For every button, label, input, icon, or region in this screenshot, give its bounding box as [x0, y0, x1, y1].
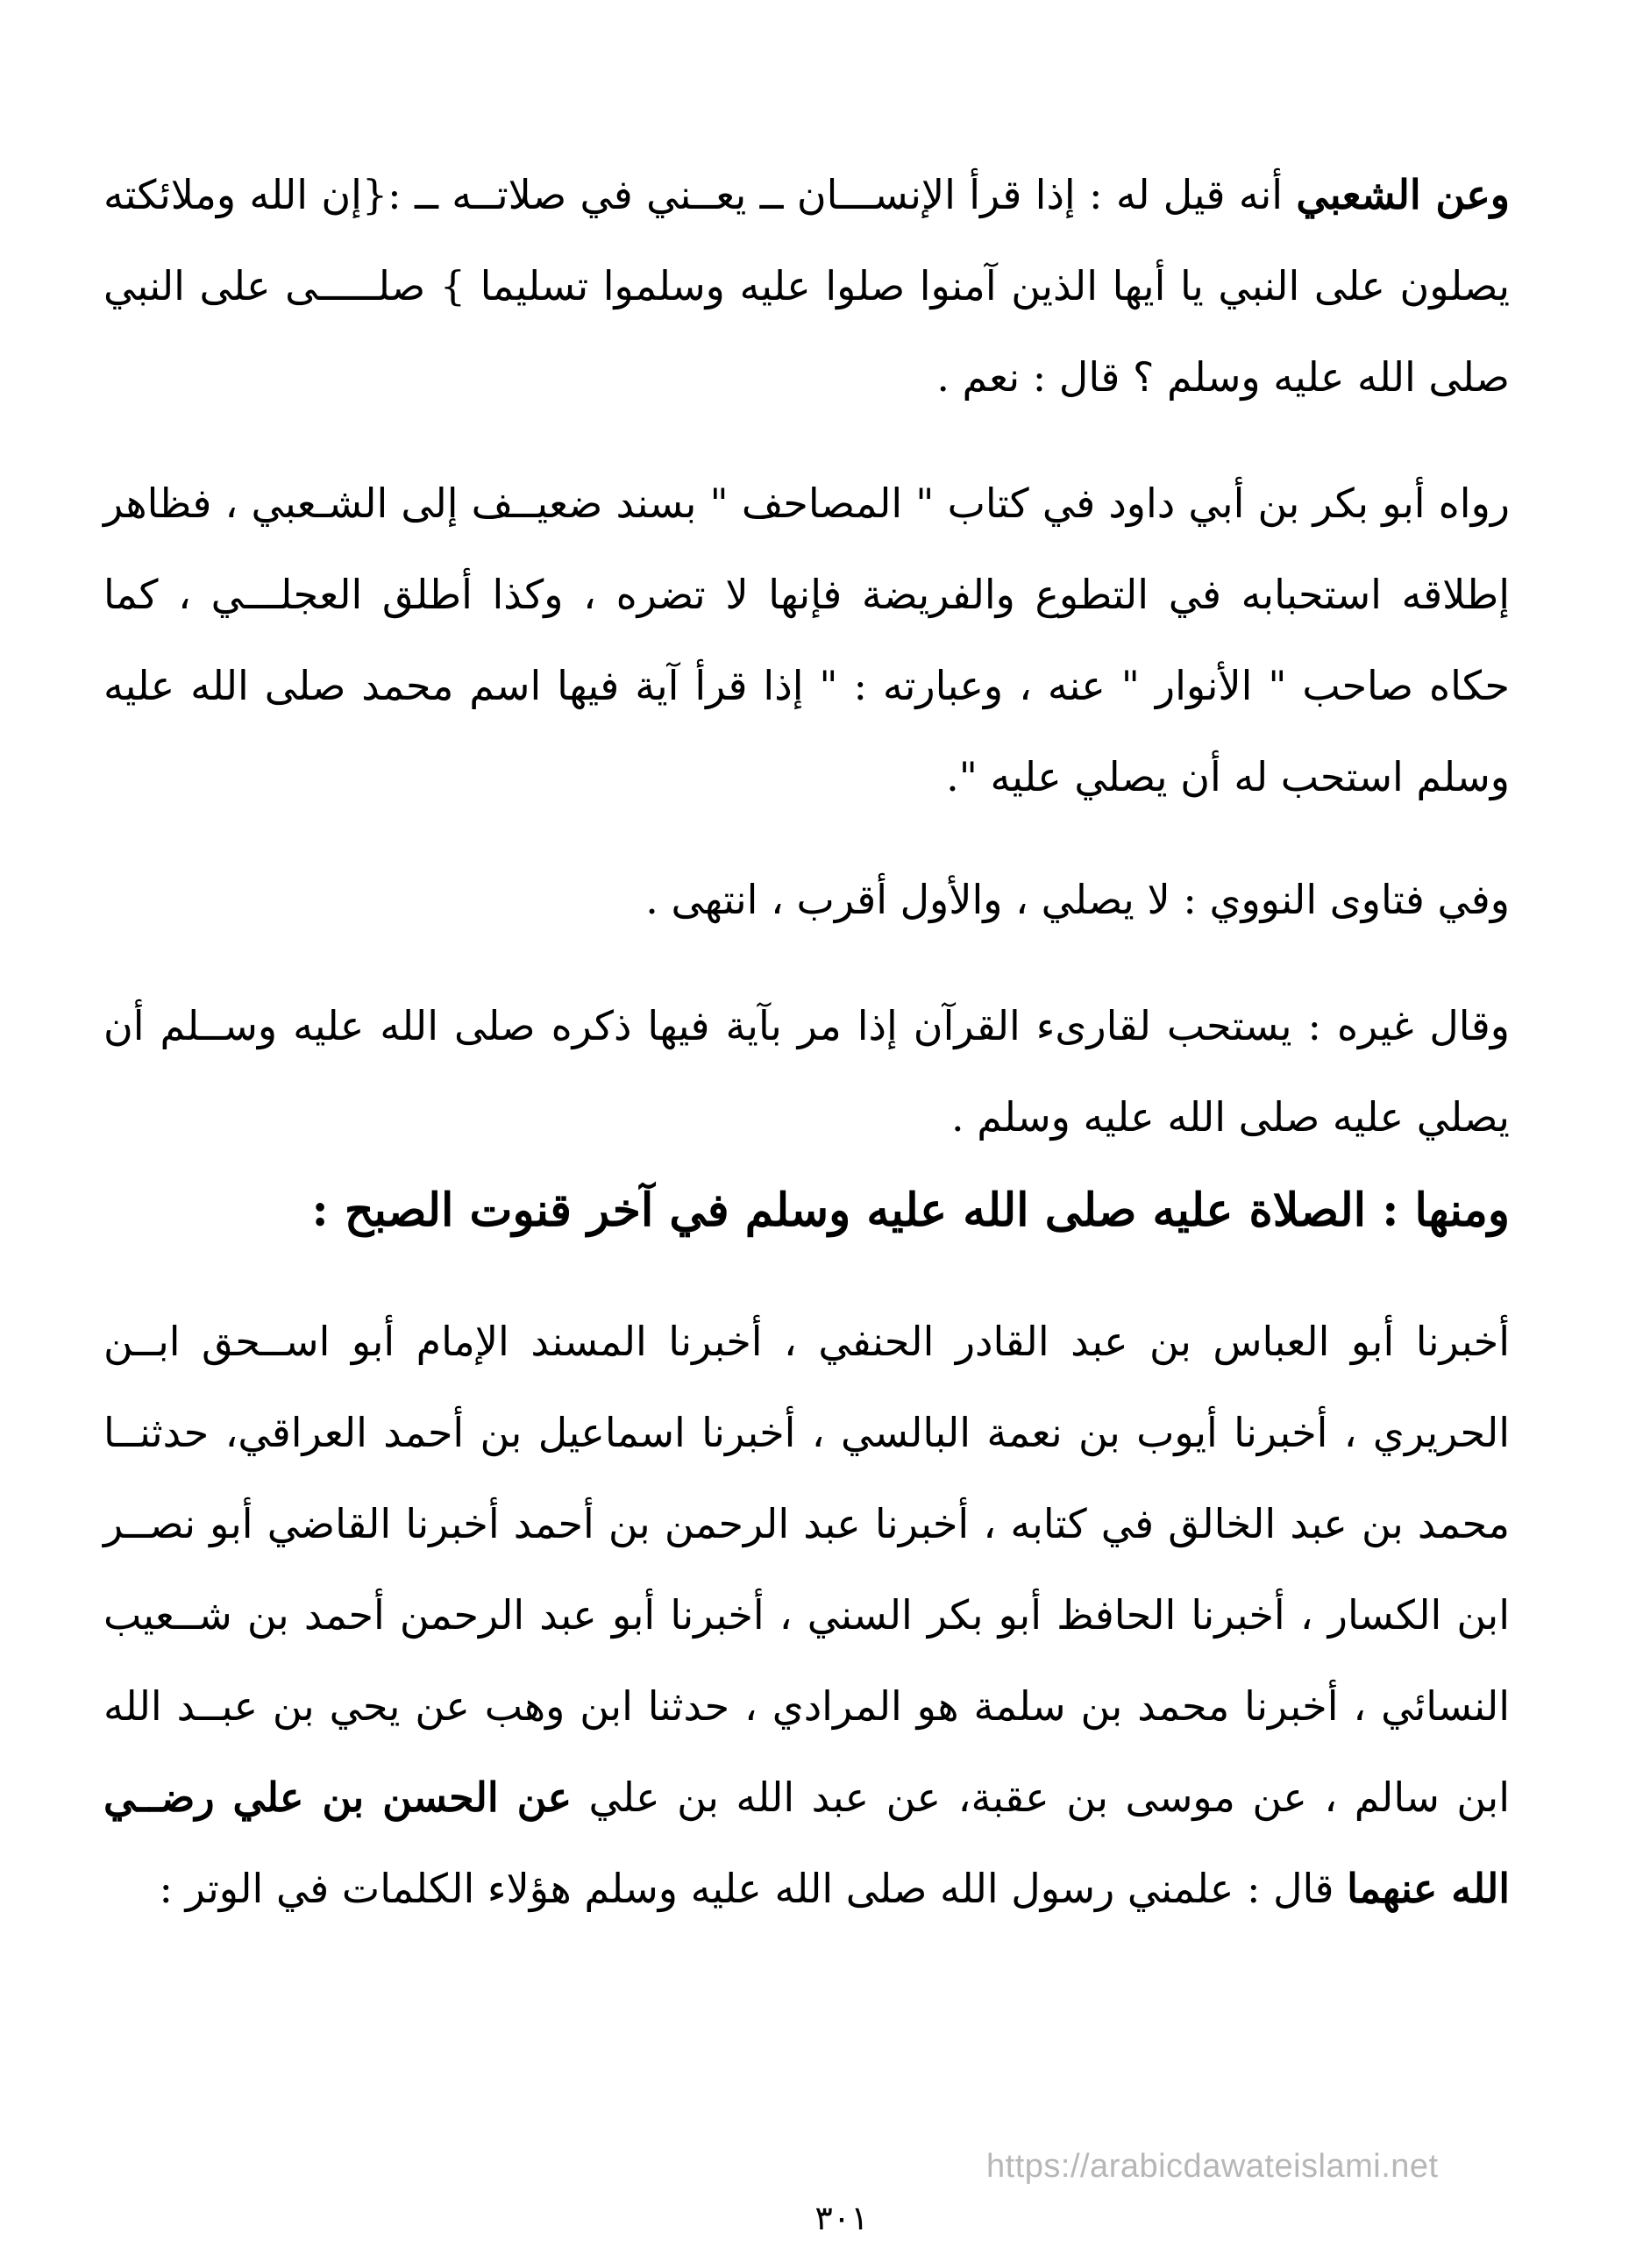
watermark-url: https://arabicdawateislami.net	[986, 2148, 1439, 2185]
isnad-text: أخبرنا أبو العباس بن عبد القادر الحنفي ، أخبرنا المسند الإمام أبو اســحق ابــن الحريري ، أخبرنا أيوب بن نعمة البالسي ، أخبرنا اسماعيل بن أحمد العراقي، حدثنــا محمد بن عبد الخالق في كتابه ، أخبرنا عبد الرحمن بن أحمد أخبرنا القاضي أبو نصــر ابن الكسار ، أخبرنا الحافظ أبو بكر السني ، أخبرنا أبو عبد الرحمن أحمد بن شــعيب النسائي ، أخبرنا محمد بن سلمة هو المرادي ، حدثنا ابن وهب عن يحي بن عبــد الله ابن سالم ، عن موسى بن عقبة، عن عبد الله بن علي	[103, 1318, 1510, 1821]
page-number: ٣٠١	[814, 2199, 869, 2237]
paragraph-shabi	[103, 149, 1510, 423]
page-body	[103, 149, 1510, 1934]
paragraph-nawawi: وفي فتاوى النووي : لا يصلي ، والأول أقرب ، انتهى .	[645, 876, 1510, 923]
section-heading: ومنها : الصلاة عليه صلى الله عليه وسلم في آخر قنوت الصبح :	[311, 1184, 1510, 1237]
paragraph-other-opinion: وقال غيره : يستحب لقارىء القرآن إذا مر بآية فيها ذكره صلى الله عليه وســلم أن يصلي عليه صلى الله عليه وسلم .	[103, 1002, 1510, 1141]
paragraph-shabi-text: أنه قيل له : إذا قرأ الإنســـان ــ يعــني في صلاتــه ــ :{إن الله وملائكته يصلون على النبي يا أيها الذين آمنوا صلوا عليه وسلموا تسليما } صلـــــى على النبي صلى الله عليه وسلم ؟ قال : نعم .	[103, 171, 1510, 401]
isnad-text-end: قال : علمني رسول الله صلى الله عليه وسلم هؤلاء الكلمات في الوتر :	[159, 1865, 1348, 1912]
paragraph-narration: رواه أبو بكر بن أبي داود في كتاب " المصاحف " بسند ضعيــف إلى الشـعبي ، فظاهر إطلاقه استحبابه في التطوع والفريضة فإنها لا تضره ، وكذا أطلق العجلـــي ، كما حكاه صاحب " الأنوار " عنه ، وعبارته : " إذا قرأ آية فيها اسم محمد صلى الله عليه وسلم استحب له أن يصلي عليه ".	[103, 480, 1510, 800]
paragraph-lead-name: وعن الشعبي	[1296, 171, 1510, 218]
paragraph-isnad	[103, 1296, 1510, 1934]
isnad-bold-name: عن الحسن بن علي رضــي الله عنهما	[103, 1774, 1510, 1912]
